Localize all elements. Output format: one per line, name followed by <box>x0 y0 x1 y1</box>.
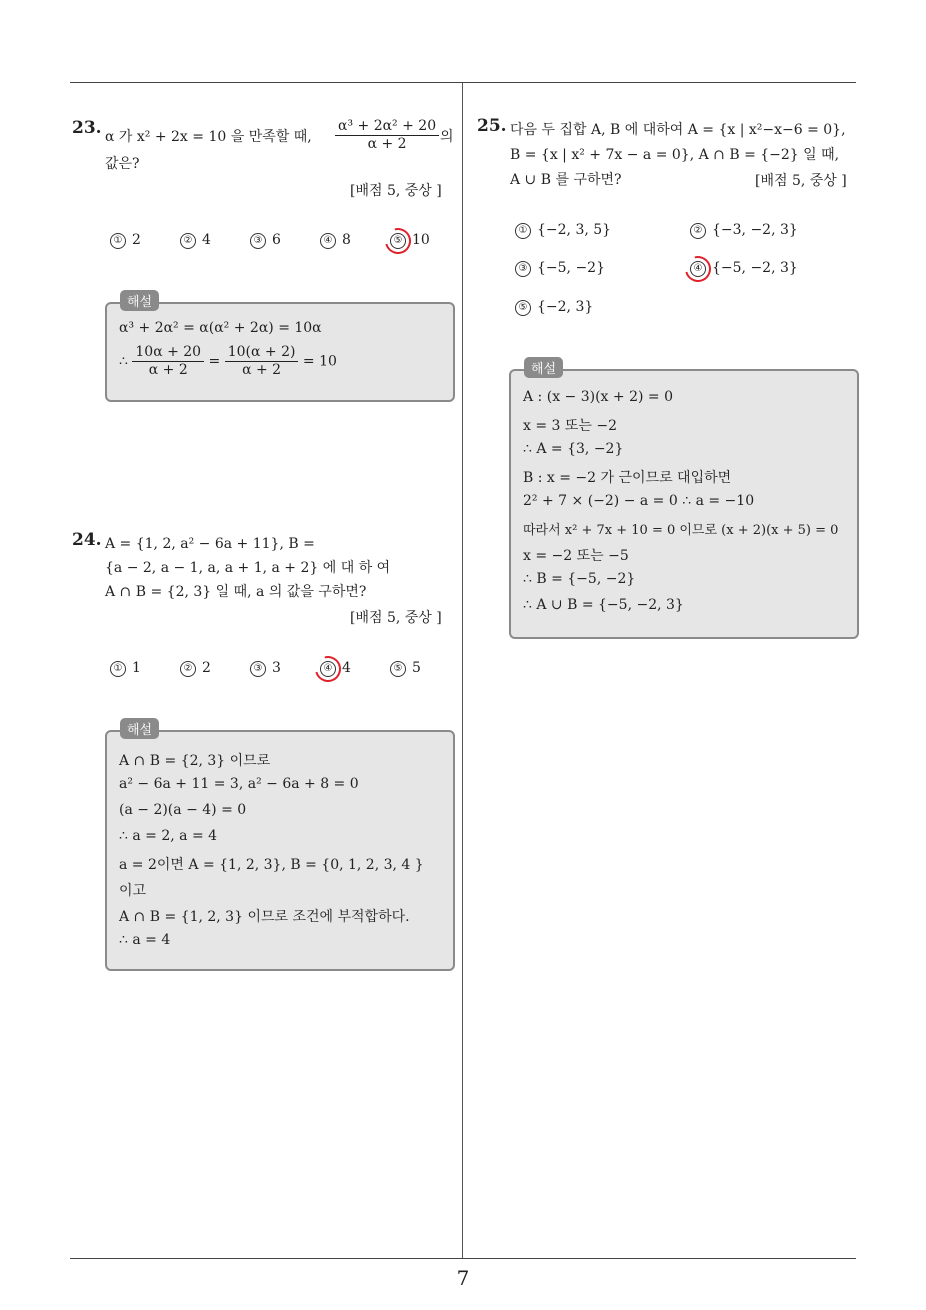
choice-value: {−5, −2, 3} <box>712 260 798 276</box>
grade-label: [배점 5, 중상 ] <box>350 610 442 626</box>
choice-3[interactable] <box>515 260 605 277</box>
grade-label: [배점 5, 중상 ] <box>350 183 442 199</box>
choice-value: {−2, 3} <box>537 299 594 315</box>
problem-text-part: α 가 x² + 2x = 10 을 만족할 때, <box>105 129 312 145</box>
solution-line: ∴ B = {−5, −2} <box>523 571 636 587</box>
choice-2[interactable] <box>180 232 211 249</box>
problem-text-line2: 값은? <box>105 156 140 172</box>
choice-marker: ⑤ <box>515 300 531 316</box>
solution-line: ∴ A = {3, −2} <box>523 441 624 457</box>
choice-2[interactable] <box>180 660 211 677</box>
choice-value: {−5, −2} <box>537 260 605 276</box>
equals-sign: = <box>208 353 221 370</box>
choice-value: 4 <box>202 232 211 248</box>
solution-line: A ∩ B = {1, 2, 3} 이므로 조건에 부적합하다. <box>119 909 410 925</box>
solution-tag: 해설 <box>120 718 159 739</box>
choice-marker: ② <box>180 661 196 677</box>
choice-marker: ④ <box>320 233 336 249</box>
solution-line: A ∩ B = {2, 3} 이므로 <box>119 753 271 769</box>
problem-text-suffix: 의 <box>440 129 454 145</box>
choice-5[interactable] <box>515 299 593 316</box>
bottom-rule <box>70 1258 856 1259</box>
choice-marker: ④ <box>320 661 336 677</box>
solution-box <box>105 730 455 971</box>
problem-text-line2: {a − 2, a − 1, a, a + 1, a + 2} 에 대 하 여 <box>105 560 391 576</box>
choice-marker: ③ <box>515 261 531 277</box>
choice-value: {−2, 3, 5} <box>537 222 612 238</box>
problem-text-line3: A ∩ B = {2, 3} 일 때, a 의 값을 구하면? <box>105 584 367 600</box>
solution-box <box>105 302 455 402</box>
problem-text-line3: A ∪ B 를 구하면? <box>510 172 622 188</box>
choice-value: 10 <box>412 232 430 248</box>
choice-1[interactable] <box>515 222 611 239</box>
choice-marker: ⑤ <box>390 233 406 249</box>
choice-marker: ④ <box>690 261 706 277</box>
problem-text-line1: A = {1, 2, a² − 6a + 11}, B = <box>105 536 315 552</box>
column-divider <box>462 83 463 1258</box>
choice-value: 4 <box>342 660 351 676</box>
choice-1[interactable] <box>110 232 141 249</box>
solution-line: x = 3 또는 −2 <box>523 418 618 434</box>
solution-line: 따라서 x² + 7x + 10 = 0 이므로 (x + 2)(x + 5) = 0 <box>523 523 839 538</box>
fraction-denominator: α + 2 <box>242 362 282 378</box>
solution-line: 2² + 7 × (−2) − a = 0 ∴ a = −10 <box>523 493 755 509</box>
choice-5[interactable] <box>390 660 421 677</box>
choice-2[interactable] <box>690 222 798 239</box>
answer-circle-mark <box>680 251 716 287</box>
solution-line: a² − 6a + 11 = 3, a² − 6a + 8 = 0 <box>119 776 359 792</box>
choice-4[interactable] <box>320 232 351 249</box>
answer-circle-mark <box>310 651 346 687</box>
choice-value: {−3, −2, 3} <box>712 222 798 238</box>
solution-line: 이고 <box>119 883 147 899</box>
choice-value: 2 <box>132 232 141 248</box>
choice-marker: ① <box>515 223 531 239</box>
fraction-numerator: 10(α + 2) <box>225 344 299 362</box>
solution-line: A : (x − 3)(x + 2) = 0 <box>523 389 673 405</box>
choice-marker: ② <box>180 233 196 249</box>
grade-label: [배점 5, 중상 ] <box>755 173 847 189</box>
fraction-numerator: α³ + 2α² + 20 <box>335 118 439 136</box>
solution-line: x = −2 또는 −5 <box>523 548 629 564</box>
choice-marker: ③ <box>250 661 266 677</box>
choice-value: 6 <box>272 232 281 248</box>
fraction-numerator: 10α + 20 <box>132 344 204 362</box>
choice-1[interactable] <box>110 660 141 677</box>
problem-text <box>105 125 312 149</box>
fraction-denominator: α + 2 <box>367 136 407 152</box>
solution-result: = 10 <box>302 353 337 370</box>
solution-line: (a − 2)(a − 4) = 0 <box>119 802 247 818</box>
problem-text-line2: B = {x | x² + 7x − a = 0}, A ∩ B = {−2} 일 때, <box>510 147 840 163</box>
problem-text-line1: 다음 두 집합 A, B 에 대하여 A = {x | x²−x−6 = 0}, <box>510 122 846 138</box>
choice-marker: ⑤ <box>390 661 406 677</box>
choice-value: 1 <box>132 660 141 676</box>
choice-marker: ① <box>110 233 126 249</box>
fraction-denominator: α + 2 <box>148 362 188 378</box>
choice-marker: ① <box>110 661 126 677</box>
answer-circle-mark <box>380 223 416 259</box>
solution-tag: 해설 <box>524 357 563 378</box>
solution-line: α³ + 2α² = α(α² + 2α) = 10α <box>119 320 322 336</box>
solution-line: a = 2이면 A = {1, 2, 3}, B = {0, 1, 2, 3, 4 } <box>119 857 424 873</box>
problem-fraction <box>335 118 439 153</box>
choice-marker: ③ <box>250 233 266 249</box>
choice-value: 8 <box>342 232 351 248</box>
solution-line: ∴ A ∪ B = {−5, −2, 3} <box>523 597 684 613</box>
problem-number: 25. <box>477 116 507 136</box>
solution-line: ∴ a = 2, a = 4 <box>119 828 218 844</box>
choice-3[interactable] <box>250 660 281 677</box>
solution-box <box>509 369 859 639</box>
choice-marker: ② <box>690 223 706 239</box>
solution-line: ∴ a = 4 <box>119 932 171 948</box>
choice-value: 5 <box>412 660 421 676</box>
choice-value: 2 <box>202 660 211 676</box>
choice-3[interactable] <box>250 232 281 249</box>
problem-number: 23. <box>72 118 102 138</box>
therefore-symbol: ∴ <box>119 353 128 370</box>
solution-tag: 해설 <box>120 290 159 311</box>
solution-line <box>119 344 337 379</box>
page-number: 7 <box>456 1266 470 1290</box>
solution-line: B : x = −2 가 근이므로 대입하면 <box>523 470 732 486</box>
choice-value: 3 <box>272 660 281 676</box>
top-rule <box>70 82 856 83</box>
problem-number: 24. <box>72 530 102 550</box>
